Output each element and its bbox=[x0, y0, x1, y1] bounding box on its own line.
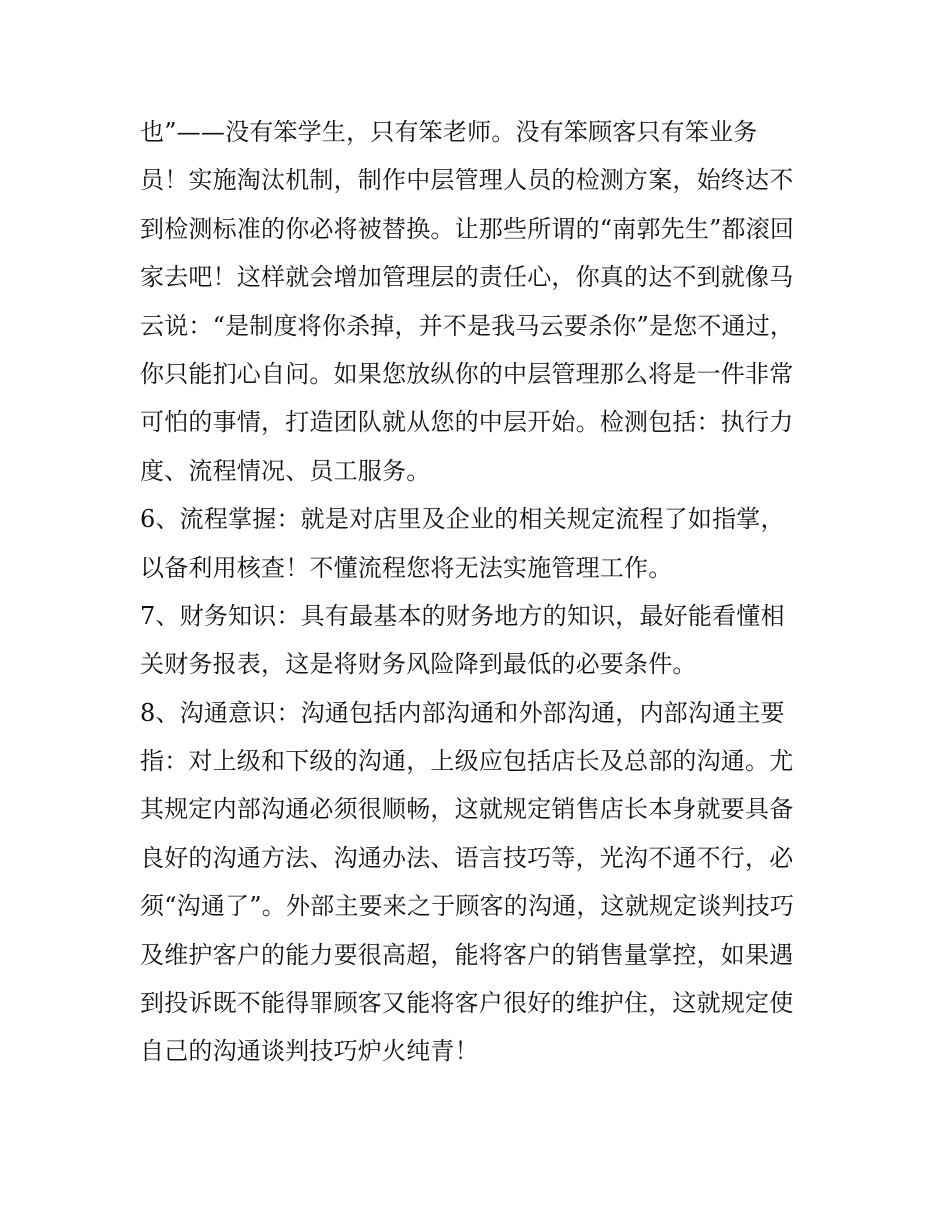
list-item-8-line: 8、沟通意识：沟通包括内部沟通和外部沟通，内部沟通主要 bbox=[140, 698, 785, 727]
text-line: 可怕的事情，打造团队就从您的中层开始。检测包括：执行力 bbox=[140, 408, 794, 437]
text-line: 到投诉既不能得罪顾客又能将客户很好的维护住，这就规定使 bbox=[140, 989, 794, 1018]
text-line: 指：对上级和下级的沟通，上级应包括店长及总部的沟通。尤 bbox=[140, 747, 794, 776]
text-line: 其规定内部沟通必须很顺畅，这就规定销售店长本身就要具备 bbox=[140, 795, 794, 824]
list-item-7-line: 7、财务知识：具有最基本的财务地方的知识，最好能看懂相 bbox=[140, 601, 785, 630]
text-line: 云说：“是制度将你杀掉，并不是我马云要杀你”是您不通过， bbox=[140, 311, 795, 340]
text-line: 及维护客户的能力要很高超，能将客户的销售量掌控，如果遇 bbox=[140, 940, 794, 969]
text-line: 良好的沟通方法、沟通办法、语言技巧等，光沟不通不行，必 bbox=[140, 843, 794, 872]
list-item-6-line: 6、流程掌握：就是对店里及企业的相关规定流程了如指掌， bbox=[140, 505, 785, 534]
text-line: 度、流程情况、员工服务。 bbox=[140, 456, 431, 485]
text-line: 你只能扪心自问。如果您放纵你的中层管理那么将是一件非常 bbox=[140, 359, 794, 388]
text-line: 员！实施淘汰机制，制作中层管理人员的检测方案，始终达不 bbox=[140, 166, 794, 195]
text-line: 家去吧！这样就会增加管理层的责任心，你真的达不到就像马 bbox=[140, 263, 794, 292]
document-body bbox=[140, 108, 815, 1076]
text-line: 自己的沟通谈判技巧炉火纯青！ bbox=[140, 1037, 479, 1066]
text-line: 须“沟通了”。外部主要来之于顾客的沟通，这就规定谈判技巧 bbox=[140, 892, 795, 921]
text-line: 以备利用核查！不懂流程您将无法实施管理工作。 bbox=[140, 553, 673, 582]
text-line: 到检测标准的你必将被替换。让那些所谓的“南郭先生”都滚回 bbox=[140, 214, 795, 243]
text-line: 关财务报表，这是将财务风险降到最低的必要条件。 bbox=[140, 650, 697, 679]
text-line: 也”——没有笨学生，只有笨老师。没有笨顾客只有笨业务 bbox=[140, 118, 758, 146]
